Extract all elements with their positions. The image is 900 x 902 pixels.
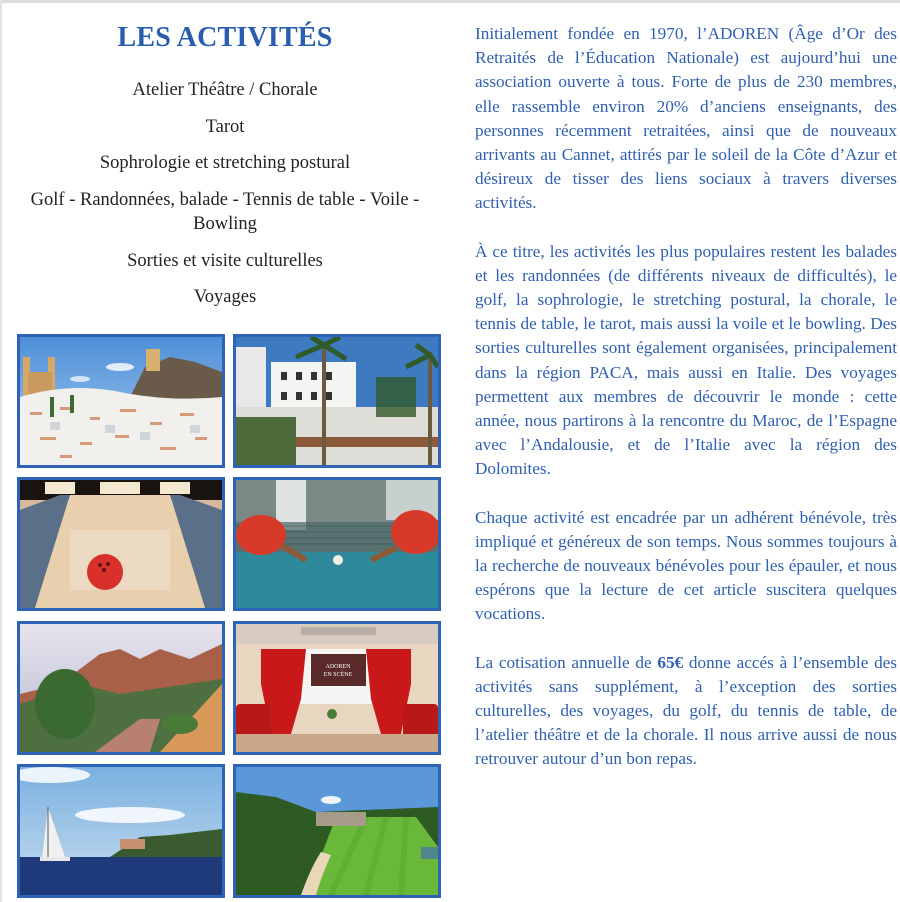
activity-item: Tarot <box>205 116 245 137</box>
membership-text-after: donne accés à l’ensemble des activités sans supplément, à l’exception des sorties culturelles, des voyages, du golf, du tennis de table, de l’atelier théâtre et de la chorale. Il nous arrive aussi de nous retrouver autour d’un bon repas. <box>475 652 897 769</box>
membership-price: 65€ <box>657 652 684 672</box>
activity-item: Golf - Randonnées, balade - Tennis de table - Voile - Bowling <box>30 189 420 234</box>
left-border <box>0 0 2 902</box>
activity-item: Voyages <box>193 287 257 307</box>
photo-museum-palms <box>233 334 441 468</box>
photo-table-tennis <box>233 477 441 611</box>
membership-text-before: La cotisation annuelle de <box>475 652 658 672</box>
page-title: LES ACTIVITÉS <box>117 22 333 53</box>
activity-item: Atelier Théâtre / Chorale <box>132 80 318 100</box>
top-border <box>0 0 900 3</box>
paragraph-activities: À ce titre, les activités les plus populaires restent les balades et les randonnées (de différents niveaux de difficultés), le golf, la sophrologie, le stretching postural, la chorale, le tennis de table, le tarot, mais aussi la voile et le bowling. Des sorties culturelles sont également organisées, principalement dans la région PACA, mais aussi en Italie. Des voyages permettent aux membres de découvrir le monde : cette année, nous partirons à la rencontre du Maroc, de l’Espagne avec l’Andalousie, et de l’Italie avec la région des Dolomites. <box>475 241 897 479</box>
activity-item: Sorties et visite culturelles <box>127 250 323 271</box>
article-body <box>475 22 897 796</box>
activities-list <box>20 78 430 322</box>
photo-red-rock-trail <box>17 621 225 755</box>
photo-sailing <box>17 764 225 898</box>
activity-item: Sophrologie et stretching postural <box>99 153 351 173</box>
paragraph-volunteers: Chaque activité est encadrée par un adhérent bénévole, très impliqué et généreux de son temps. Nous sommes toujours à la recherche de nouveaux bénévoles pour les épauler, et nous espérons que la lecture de cet article suscitera quelques vocations. <box>475 507 897 624</box>
sign-text-line1: ADOREN <box>325 664 351 670</box>
photo-theatre-room <box>233 621 441 755</box>
paragraph-membership <box>475 651 897 772</box>
photo-bowling <box>17 477 225 611</box>
sign-text-line2: EN SCÈNE <box>323 672 353 678</box>
photo-golf-course <box>233 764 441 898</box>
paragraph-intro: Initialement fondée en 1970, l’ADOREN (Âge d’Or des Retraités de l’Éducation Nationale) est aujourd’hui une association ouverte à tous. Forte de plus de 230 membres, elle rassemble environ 20% d’anciens enseignants, des personnes récemment retraitées, ainsi que de nouveaux arrivants au Cannet, attirés par le soleil de la Côte d’Azur et désireux de tisser des liens sociaux à travers diverses activités. <box>475 24 897 213</box>
photo-white-village <box>17 334 225 468</box>
